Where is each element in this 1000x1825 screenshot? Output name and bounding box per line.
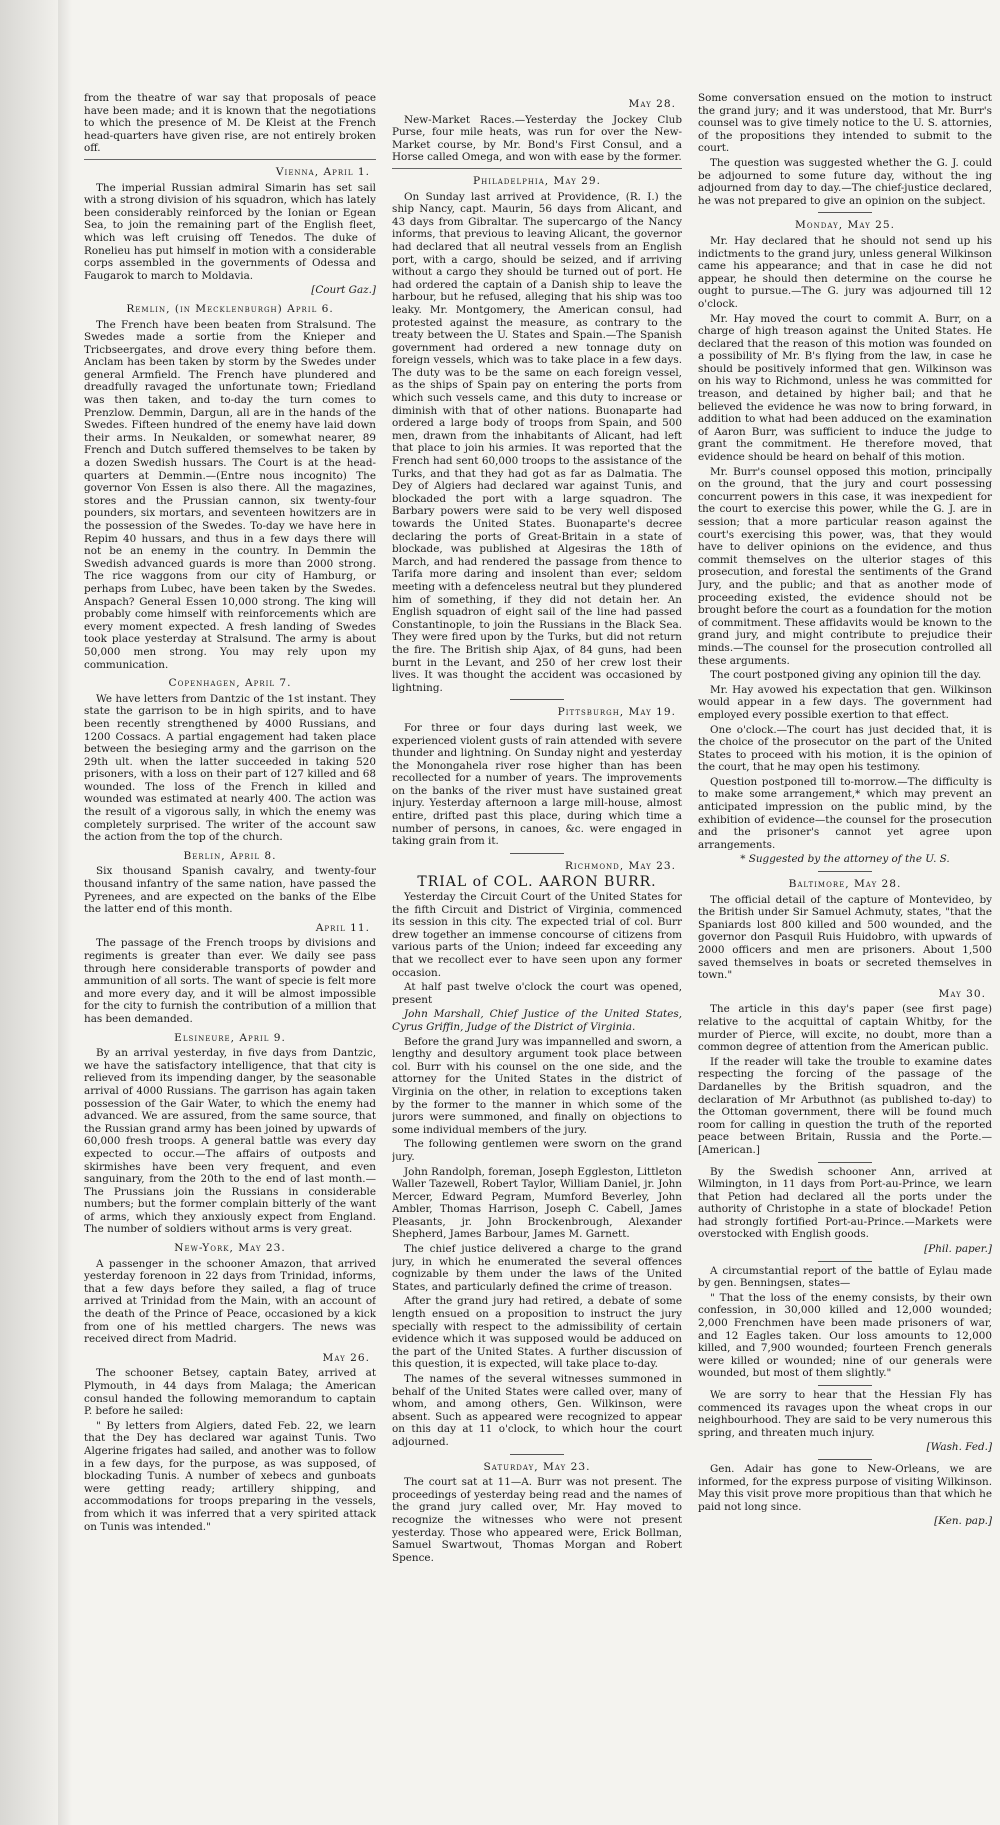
monday-paragraph-2: Mr. Hay moved the court to commit A. Burr, on a charge of high treason against the United States. He declared that the reason of this motion was founded on a possibility of Mr. B's flying from the law, in case he should be positively informed that gen. Wilkinson was on his way to Richmond, unless he was committed for treason, and detained by higher bail; and that he believed the evidence he was now to bring forward, in addition to what had been adduced on the examination of Aaron Burr, was sufficient to induce the judge to grant the commitment. He therefore moved, that evidence should be heard on behalf of this motion.: [698, 312, 992, 464]
column-3-intro-2: The question was suggested whether the G. J. could be adjourned to some future day, without the ing adjourned from day to day.—The chief-justice declared, he was not prepared to give an opinion on the subject.: [698, 156, 992, 207]
baltimore-paragraph-7: We are sorry to hear that the Hessian Fly has commenced its ravages upon the wheat crops in our neighbourhood. They are said to be very numerous this spring, and threaten much injury.: [698, 1389, 992, 1439]
pittsburgh-dateline: Pittsburgh, May 19.: [557, 706, 676, 719]
baltimore-source-8: [Ken. pap.]: [934, 1515, 992, 1528]
berlin-dateline: Berlin, April 8.: [183, 849, 277, 862]
berlin-article: Six thousand Spanish cavalry, and twenty-four thousand infantry of the same nation, have passed the Pyrenees, and are expected on the banks of the Elbe the latter end of this month.: [84, 865, 376, 916]
vienna-source: [Court Gaz.]: [311, 284, 376, 297]
section-divider: [510, 853, 564, 854]
column-1: [84, 92, 376, 1802]
column-3-intro: Some conversation ensued on the motion to instruct the grand jury; and it was understood, that Mr. Burr's counsel was to give timely notice to the U. S. attornies, of the propositions they intended to submit to the court.: [698, 92, 992, 155]
section-divider: [392, 168, 682, 169]
richmond-paragraph-6: After the grand jury had retired, a debate of some length ensued on a proposition to instruct the jury specially with respect to the admissibility of certain evidence which it was supposed would be adduced on the part of the United States. A further discussion of this question, it is expected, will take place to-day.: [392, 1295, 682, 1371]
section-divider: [510, 699, 564, 700]
richmond-dateline: Richmond, May 23.: [564, 859, 676, 872]
newspaper-text-area: [84, 92, 992, 1802]
baltimore-dateline: Baltimore, May 28.: [788, 878, 902, 891]
section-divider: [818, 1261, 872, 1262]
monday-paragraph-3: Mr. Burr's counsel opposed this motion, principally on the ground, that the jury and court possessing concurrent powers in this case, it was inexpedient for the court to exercise this power, while the G. J. are in session; that a more particular reason against the court's exercising this power, was, that they would have to deliver opinions on the evidence, and thus commit themselves on the ulterior stages of this prosecution, and forestal the sentiments of the Grand Jury, and the public; and that as another mode of proceeding existed, the evidence should not be brought before the court as a foundation for the motion of commitment. These affidavits would be known to the grand jury, and might contribute to prejudice their minds.—The counsel for the prosecution controlled all these arguments.: [698, 465, 992, 667]
copenhagen-article: We have letters from Dantzic of the 1st instant. They state the garrison to be in high spirits, and to have been recently strengthened by 4000 Russians, and 1200 Cossacs. A partial engagement had taken place between the besieging army and the garrison on the 29th ult. when the latter succeeded in taking 520 prisoners, with a loss on their part of 127 killed and 68 wounded. The loss of the French in killed and wounded was estimated at nearly 400. The action was the result of a vigorous sally, in which the enemy was completely surprised. The writer of the account saw the action from the top of the church.: [84, 692, 376, 844]
newmarket-dateline: May 28.: [628, 98, 676, 110]
monday-paragraph-5: Mr. Hay avowed his expectation that gen. Wilkinson would appear in a few days. The government had employed every possible exertion to that effect.: [698, 683, 992, 721]
newyork-dateline-2: May 26.: [322, 1351, 370, 1364]
berlin-article-2: The passage of the French troops by divisions and regiments is greater than ever. We daily see pass through here considerable transports of powder and ammunition of all sorts. The want of specie is felt more and more every day, and it will be almost impossible for the city to furnish the contribution of a million that has been demanded.: [84, 937, 376, 1025]
saturday-dateline: Saturday, May 23.: [483, 1460, 591, 1473]
baltimore-paragraph-1: The official detail of the capture of Montevideo, by the British under Sir Samuel Achmuty, states, "that the Spaniards lost 800 killed and 500 wounded, and the governor don Pasquil Ruis Huidobro, with upwards of 2000 officers and men are prisoners. About 1,500 saved themselves in boats or secreted themselves in town.": [698, 893, 992, 982]
baltimore-dateline-2: May 30.: [938, 987, 986, 1000]
newmarket-article: New-Market Races.—Yesterday the Jockey Club Purse, four mile heats, was run for over the New-Market course, by Mr. Bond's First Consul, and a Horse called Omega, and won with ease by the former.: [392, 113, 682, 164]
richmond-paragraph-1: Yesterday the Circuit Court of the United States for the fifth Circuit and District of Virginia, commenced its session in this city. The expected trial of col. Burr drew together an immense concourse of citizens from various parts of the Union; indeed far exceeding any that we recollect ever to have seen upon any former occasion.: [392, 891, 682, 979]
newyork-dateline: New-York, May 23.: [174, 1242, 286, 1255]
monday-footnote: * Suggested by the attorney of the U. S.: [740, 853, 950, 866]
section-divider: [818, 1385, 872, 1386]
remlin-article: The French have been beaten from Stralsund. The Swedes made a sortie from the Knieper and Tricbseergates, and drove every thing before them. Anclam has been taken by storm by the Swedes under general Armfield. The French have plundered and dreadfully ravaged the unfortunate town; Friedland was then taken, and to-day the turn comes to Prenzlow. Demmin, Dargun, all are in the hands of the Swedes. Fifteen hundred of the enemy have laid down their arms. In Neukalden, or somewhat nearer, 89 French and Dutch suffered themselves to be taken by a dozen Swedish hussars. The Court is at the head-quarters at Demmin.—(Entre nous incognito) The governor Von Essen is also there. All the magazines, stores and the Prussian cannon, six twenty-four pounders, six mortars, and seventeen howitzers are in the possession of the Swedes. To-day we have here in Repim 40 hussars, and thus in a few days there will not be an enemy in the country. In Demmin the Swedish advanced guards is more than 2000 strong. The rice waggons from our city of Hamburg, or perhaps from Lubec, have been taken by the Swedes. Anspach? General Essen 10,000 strong. The king will probably come himself with reinforcements which are every moment expected. A fresh landing of Swedes took place yesterday at Stralsund. The army is about 50,000 men strong. You may rely upon my communication.: [84, 318, 376, 671]
richmond-paragraph-2: At half past twelve o'clock the court was opened, present: [392, 981, 682, 1006]
monday-dateline: Monday, May 25.: [795, 219, 895, 232]
richmond-paragraph-5: The chief justice delivered a charge to the grand jury, in which he enumerated the several offences cognizable by them under the laws of the United States, and particularly defined the crime of treason.: [392, 1243, 682, 1293]
vienna-dateline: Vienna, April 1.: [275, 165, 370, 178]
baltimore-paragraph-6: " That the loss of the enemy consists, by their own confession, in 30,000 killed and 12,000 wounded; 2,000 Frenchmen have been made prisoners of war, and 12 Eagles taken. Our loss amounts to 12,000 killed, and 7,900 wounded; fourteen French generals were killed or wounded; nine of our generals were wounded, but most of them slightly.": [698, 1291, 992, 1380]
baltimore-paragraph-2: The article in this day's paper (see first page) relative to the acquittal of captain Whitby, for the murder of Pierce, will excite, no doubt, more than a common degree of attention from the American public.: [698, 1003, 992, 1054]
baltimore-source-7: [Wash. Fed.]: [926, 1441, 992, 1454]
baltimore-source-4: [Phil. paper.]: [924, 1243, 992, 1256]
remlin-dateline: Remlin, (in Mecklenburgh) April 6.: [126, 302, 334, 315]
philadelphia-dateline: Philadelphia, May 29.: [473, 174, 601, 187]
binding-edge: [0, 0, 58, 1825]
copenhagen-dateline: Copenhagen, April 7.: [168, 677, 292, 690]
berlin-dateline-2: April 11.: [315, 921, 370, 934]
baltimore-paragraph-8: Gen. Adair has gone to New-Orleans, we are informed, for the express purpose of visiting Wilkinson. May this visit prove more propitious than that which he paid not long since.: [698, 1462, 992, 1513]
section-divider: [84, 159, 376, 160]
newyork-quote: " By letters from Algiers, dated Feb. 22, we learn that the Dey has declared war against Tunis. Two Algerine frigates had sailed, and another was to follow in a few days, for the purpose, as was supposed, of blockading Tunis. A number of xebecs and gunboats were getting ready; artillery shipping, and accommodations for troops preparing in the vessels, from which it was inferred that a very spirited attack on Tunis was intended.": [84, 1419, 376, 1533]
monday-paragraph-4: The court postponed giving any opinion till the day.: [710, 669, 982, 682]
vienna-article: The imperial Russian admiral Simarin has set sail with a strong division of his squadron, which has lately been considerably reinforced by the Ionian or Egean Sea, to join the remaining part of the English fleet, which was left cruising off Tenedos. The duke of Ronelieu has put himself in motion with a considerable corps assembled in the governments of Odessa and Faugarok to march to Moldavia.: [84, 181, 376, 282]
monday-paragraph-7: Question postponed till to-morrow.—The difficulty is to make some arrangement,* which may prevent an anticipated impression on the public mind, by the exhibition of evidence—the counsel for the prosecution and the prisoner's cannot yet agree upon arrangements.: [698, 775, 992, 851]
section-divider: [818, 871, 872, 872]
burr-trial-headline: TRIAL of COL. AARON BURR.: [417, 874, 657, 891]
saturday-article: The court sat at 11—A. Burr was not present. The proceedings of yesterday being read and the names of the grand jury called over, Mr. Hay moved to recognize the witnesses who were not present yesterday. Those who appeared were, Erick Bollman, Samuel Swartwout, Thomas Morgan and Robert Spence.: [392, 1476, 682, 1564]
monday-paragraph-1: Mr. Hay declared that he should not send up his indictments to the grand jury, unless general Wilkinson came his appearance; and that in case he did not appear, he should then determine on the course he ought to pursue.—The G. jury was adjourned till 12 o'clock.: [698, 234, 992, 310]
baltimore-paragraph-4: By the Swedish schooner Ann, arrived at Wilmington, in 11 days from Port-au-Prince, we learn that Petion had declared all the ports under the authority of Christophe in a state of blockade! Petion had strongly fortified Port-au-Prince.—Markets were overstocked with English goods.: [698, 1165, 992, 1241]
richmond-paragraph-4: The following gentlemen were sworn on the grand jury.: [392, 1138, 682, 1163]
richmond-paragraph-7: The names of the several witnesses summoned in behalf of the United States were called over, many of whom, and among others, Gen. Wilkinson, were absent. Such as appeared were recognized to appear on this day at 11 o'clock, to which hour the court adjourned.: [392, 1373, 682, 1448]
baltimore-paragraph-3: If the reader will take the trouble to examine dates respecting the forcing of the passage of the Dardanelles by the British squadron, and the declaration of Mr Arbuthnot (as published to-day) to the Ottoman government, there will be found much room for calling in question the truth of the reported peace between Britain, Russia and the Porte.—[American.]: [698, 1055, 992, 1156]
gutter-shadow: [58, 0, 72, 1825]
section-divider: [818, 212, 872, 213]
section-divider: [510, 1454, 564, 1455]
richmond-jurors: John Randolph, foreman, Joseph Eggleston, Littleton Waller Tazewell, Robert Taylor, William Daniel, jr. John Mercer, Edward Pegram, Mumford Beverley, John Ambler, Thomas Harrison, Joseph C. Cabell, James Pleasants, jr. John Brockenbrough, Alexander Shepherd, James Barbour, James M. Garnett.: [392, 1165, 682, 1241]
philadelphia-article: On Sunday last arrived at Providence, (R. I.) the ship Nancy, capt. Maurin, 56 days from Alicant, and 43 days from Gibraltar. The supercargo of the Nancy informs, that previous to leaving Alicant, the governor had declared that all neutral vessels from an English port, with a cargo, should be seized, and if arriving without a cargo they should be turned out of port. He had ordered the captain of a Danish ship to leave the harbour, but he refused, alleging that his ship was too leaky. Mr. Montgomery, the American consul, had protested against the measure, as contrary to the treaty between the U. States and Spain.—The Spanish government had ordered a new tonnage duty on foreign vessels, which was to take place in a few days. The duty was to be the same on each foreign vessel, as the ships of Spain pay on entering the ports from which such vessels came, and this duty to increase or diminish with that of other nations. Buonaparte had ordered a large body of troops from Spain, and 500 men, drawn from the inhabitants of Alicant, had left that place to join his armies. It was reported that the French had sent 60,000 troops to the assistance of the Turks, and that they had got as far as Dalmatia. The Dey of Algiers had declared war against Tunis, and blockaded the port with a large squadron. The Barbary powers were said to be very well disposed towards the United States. Buonaparte's decree declaring the ports of Great-Britain in a state of blockade, was published at Algesiras the 18th of March, and had rendered the passage from thence to Tarifa more daring and insolent than ever; seldom meeting with a defenceless neutral but they plundered him of something, if they did not detain her. An English squadron of eight sail of the line had passed Constantinople, to join the Russians in the Black Sea. They were fired upon by the Turks, but did not return the fire. The British ship Ajax, of 84 guns, had been burnt in the Levant, and 250 of her crew lost their lives. It was thought the accident was occasioned by lightning.: [392, 190, 682, 694]
newyork-article-2: The schooner Betsey, captain Batey, arrived at Plymouth, in 44 days from Malaga; the American consul handed the following memorandum to captain P. before he sailed:: [84, 1367, 376, 1418]
column-2: [392, 92, 682, 1802]
column-3: [698, 92, 992, 1802]
section-divider: [818, 1459, 872, 1460]
pittsburgh-article: For three or four days during last week, we experienced violent gusts of rain attended with severe thunder and lightning. On Sunday night and yesterday the Monongahela river rose higher than has been recollected for a number of years. The improvements on the banks of the river must have sustained great injury. Yesterday afternoon a large mill-house, almost entire, drifted past this place, during which time a number of persons, in canoes, &c. were engaged in taking grain from it.: [392, 721, 682, 848]
column-1-intro: from the theatre of war say that proposals of peace have been made; and it is known that the negotiations to which the presence of M. De Kleist at the French head-quarters have given rise, are not entirely broken off.: [84, 92, 376, 155]
elsineure-article: By an arrival yesterday, in five days from Dantzic, we have the satisfactory intelligence, that that city is relieved from its impending danger, by the seasonable arrival of 4000 Russians. The garrison has again taken possession of the Gair Water, to which the enemy had advanced. We are assured, from the same source, that the Russian grand army has been joined by upwards of 60,000 fresh troops. A general battle was every day expected to occur.—The affairs of outposts and skirmishes have been very frequent, and even sanguinary, from the 20th to the end of last month.—The Prussians join the Russians in considerable numbers; but the former complain bitterly of the want of arms, which they anxiously expect from England. The number of soldiers without arms is very great.: [84, 1047, 376, 1236]
section-divider: [818, 1162, 872, 1163]
monday-paragraph-6: One o'clock.—The court has just decided that, it is the choice of the prosecutor on the part of the United States to proceed with his motion, it is the opinion of the court, that he may open his testimony.: [698, 723, 992, 774]
elsineure-dateline: Elsineure, April 9.: [174, 1031, 286, 1044]
richmond-paragraph-3: Before the grand Jury was impannelled and sworn, a lengthy and desultory argument took place between col. Burr with his counsel on the one side, and the attorney for the United States in the district of Virginia on the other, in relation to exceptions taken by the former to the manner in which some of the jurors were summoned, and finally on objections to some individual members of the jury.: [392, 1035, 682, 1136]
newyork-article: A passenger in the schooner Amazon, that arrived yesterday forenoon in 22 days from Trinidad, informs, that a few days before they sailed, a flag of truce arrived at Trinidad from the Main, with an account of the death of the Prince of Peace, occasioned by a kick from one of his mettled chargers. The news was received direct from Madrid.: [84, 1257, 376, 1346]
richmond-judges: John Marshall, Chief Justice of the United States, Cyrus Griffin, Judge of the District of Virginia.: [392, 1008, 682, 1033]
baltimore-paragraph-5: A circumstantial report of the battle of Eylau made by gen. Benningsen, states—: [698, 1264, 992, 1290]
